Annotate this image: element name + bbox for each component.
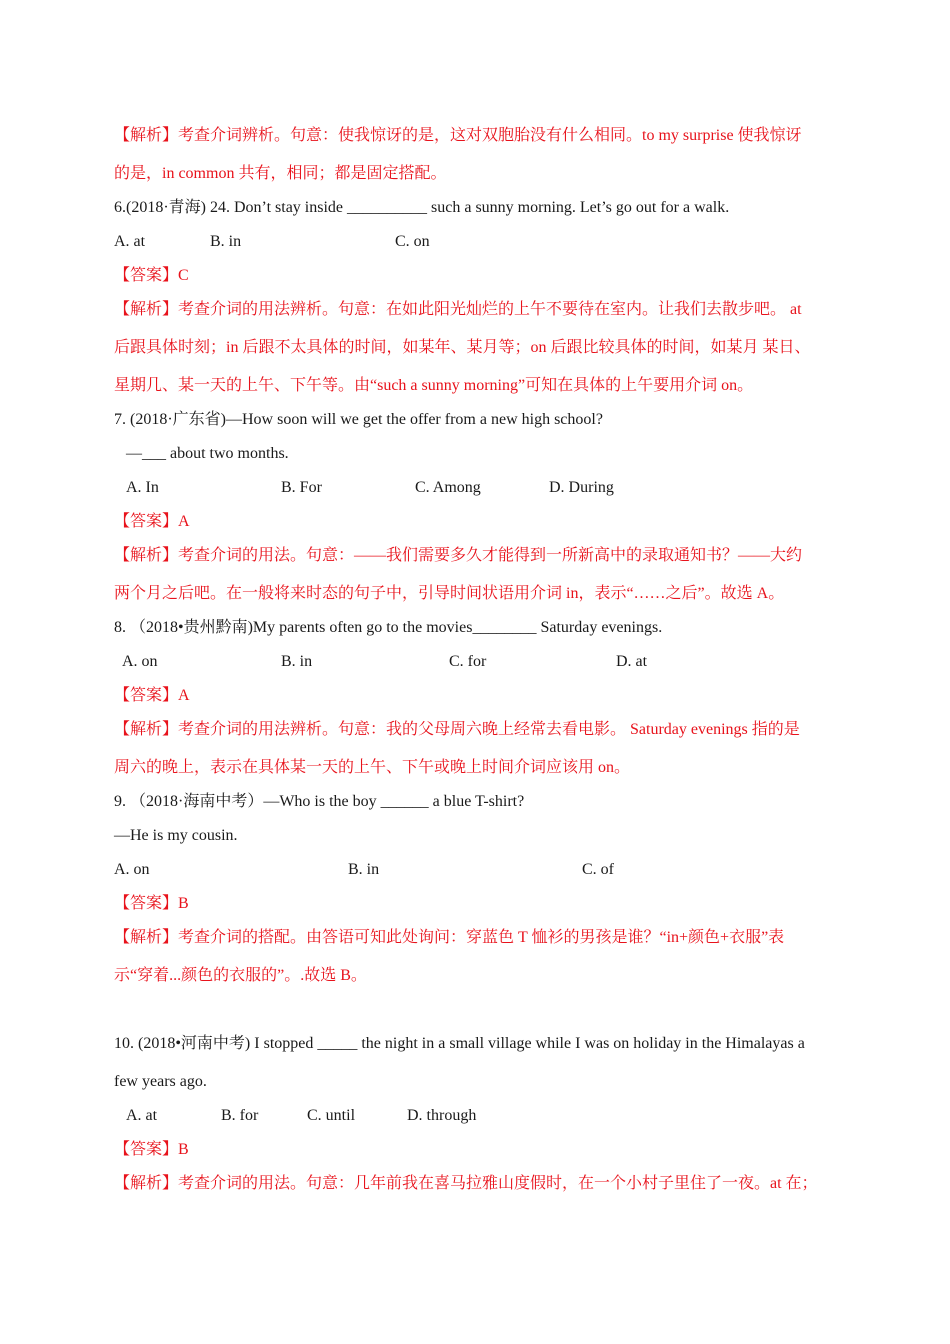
- q7-option-a: A. In: [126, 479, 159, 496]
- q10-option-d: D. through: [407, 1107, 477, 1124]
- q6-explanation-line-3: 星期几、某一天的上午、下午等。由“such a sunny morning”可知在具体的上午要用介词 on。: [114, 377, 754, 394]
- question-10-line-2: few years ago.: [114, 1073, 207, 1090]
- q6-option-b: B. in: [210, 233, 242, 250]
- q6-option-c: C. on: [395, 233, 430, 250]
- q9-answer: 【答案】B: [114, 895, 189, 912]
- question-7-reply: —___ about two months.: [126, 445, 289, 462]
- explanation-prev-line-1: 【解析】考查介词辨析。句意：使我惊讶的是，这对双胞胎没有什么相同。to my surprise 使我惊讶: [114, 127, 802, 144]
- q10-answer: 【答案】B: [114, 1141, 189, 1158]
- explanation-prev-line-2: 的是，in common 共有，相同；都是固定搭配。: [114, 165, 447, 182]
- q9-option-a: A. on: [114, 861, 150, 878]
- question-6: 6.(2018·青海) 24. Don’t stay inside __________ such a sunny morning. Let’s go out for a walk.: [114, 199, 730, 216]
- q8-option-c: C. for: [449, 653, 487, 670]
- q10-option-a: A. at: [126, 1107, 158, 1124]
- q8-option-b: B. in: [281, 653, 313, 670]
- question-7: 7. (2018·广东省)—How soon will we get the offer from a new high school?: [114, 411, 603, 428]
- q6-explanation-line-1: 【解析】考查介词的用法辨析。句意：在如此阳光灿烂的上午不要待在室内。让我们去散步吧。 at: [114, 301, 802, 318]
- q8-explanation-line-1: 【解析】考查介词的用法辨析。句意：我的父母周六晚上经常去看电影。 Saturday evenings 指的是: [114, 721, 800, 738]
- question-8: 8. （2018•贵州黔南)My parents often go to the movies________ Saturday evenings.: [114, 619, 663, 636]
- q7-explanation-line-1: 【解析】考查介词的用法。句意：——我们需要多久才能得到一所新高中的录取通知书？——大约: [114, 547, 803, 564]
- question-10: 10. (2018•河南中考) I stopped _____ the night in a small village while I was on holiday in the Himalayas a: [114, 1035, 805, 1052]
- q10-explanation-line-1: 【解析】考查介词的用法。句意：几年前我在喜马拉雅山度假时，在一个小村子里住了一夜。at 在；: [114, 1175, 818, 1192]
- q8-explanation-line-2: 周六的晚上，表示在具体某一天的上午、下午或晚上时间介词应该用 on。: [114, 759, 631, 776]
- q7-option-b: B. For: [281, 479, 322, 496]
- question-9-reply: —He is my cousin.: [114, 827, 238, 844]
- q6-option-a: A. at: [114, 233, 146, 250]
- q6-answer: 【答案】C: [114, 267, 189, 284]
- q7-option-c: C. Among: [415, 479, 481, 496]
- q9-option-c: C. of: [582, 861, 614, 878]
- q7-option-d: D. During: [549, 479, 614, 496]
- q8-option-a: A. on: [122, 653, 158, 670]
- q9-explanation-line-1: 【解析】考查介词的搭配。由答语可知此处询问：穿蓝色 T 恤衫的男孩是谁？“in+颜色+衣服”表: [114, 929, 785, 946]
- q8-answer: 【答案】A: [114, 687, 190, 704]
- q6-explanation-line-2: 后跟具体时刻；in 后跟不太具体的时间，如某年、某月等；on 后跟比较具体的时间，如某月 某日、: [114, 339, 811, 356]
- q7-answer: 【答案】A: [114, 513, 190, 530]
- q10-option-c: C. until: [307, 1107, 356, 1124]
- q9-explanation-line-2: 示“穿着...颜色的衣服的”。.故选 B。: [114, 967, 367, 984]
- q10-option-b: B. for: [221, 1107, 259, 1124]
- q8-option-d: D. at: [616, 653, 648, 670]
- question-9: 9. （2018·海南中考）—Who is the boy ______ a blue T-shirt?: [114, 793, 525, 810]
- q9-option-b: B. in: [348, 861, 380, 878]
- q7-explanation-line-2: 两个月之后吧。在一般将来时态的句子中，引导时间状语用介词 in，表示“……之后”。故选 A。: [114, 585, 785, 602]
